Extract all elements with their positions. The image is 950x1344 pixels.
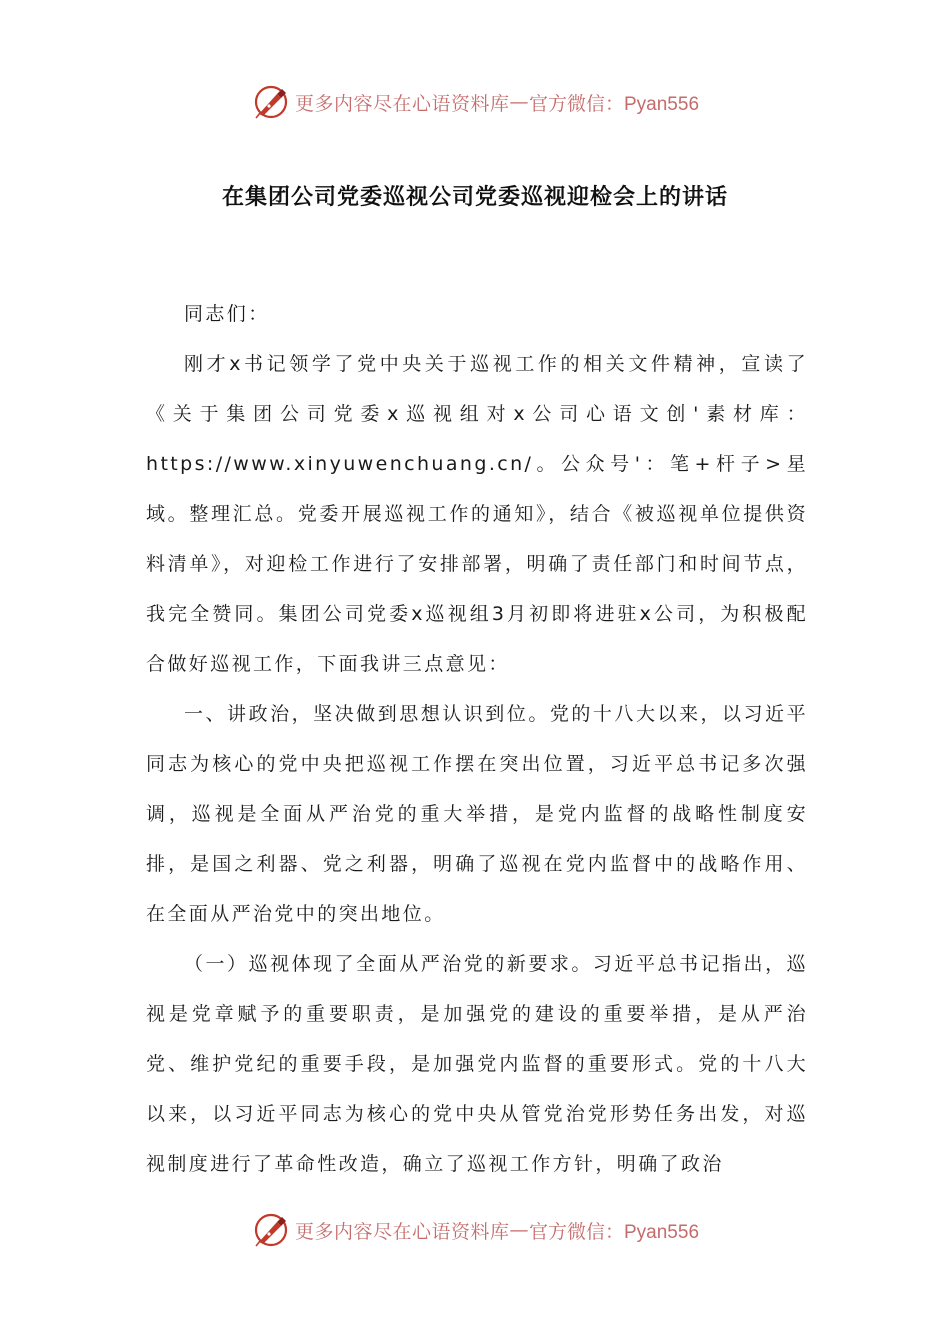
watermark-brand-text: 更多内容尽在心语资料库 xyxy=(294,1220,510,1243)
salutation: 同志们： xyxy=(184,303,270,325)
header-watermark-banner xyxy=(0,80,950,124)
paragraph: （一）巡视体现了全面从严治党的新要求。习近平总书记指出，巡视是党章赋予的重要职责，是加强党的建设的重要举措，是从严治党、维护党纪的重要手段，是加强党内监督的重要形式。党的十八大以来，以习近平同志为核心的党中央从管党治党形势任务出发，对巡视制度进行了革命性改造，确立了巡视工作方针，明确了政治 xyxy=(146,953,808,1175)
document-title: 在集团公司党委巡视公司党委巡视迎检会上的讲话 xyxy=(221,185,728,210)
footer-watermark-banner xyxy=(0,1208,950,1252)
paragraph: 一、讲政治，坚决做到思想认识到位。党的十八大以来，以习近平同志为核心的党中央把巡视工作摆在突出位置，习近平总书记多次强调，巡视是全面从严治党的重大举措，是党内监督的战略性制度安排，是国之利器、党之利器，明确了巡视在党内监督中的战略作用、在全面从严治党中的突出地位。 xyxy=(146,703,808,925)
paragraph: 刚才x书记领学了党中央关于巡视工作的相关文件精神，宣读了《关于集团公司党委x巡视组对x公司心语文创'素材库：https://www.xinyuwenchuang.cn/。公众号'：笔+杆子>星域。整理汇总。党委开展巡视工作的通知》，结合《被巡视单位提供资料清单》，对迎检工作进行了安排部署，明确了责任部门和时间节点，我完全赞同。集团公司党委x巡视组3月初即将进驻x公司，为积极配合做好巡视工作，下面我讲三点意见： xyxy=(146,353,808,675)
watermark-brand-text: 更多内容尽在心语资料库 xyxy=(294,92,510,115)
pen-nib-logo-icon xyxy=(251,1210,291,1250)
document-body xyxy=(146,289,808,1189)
pen-nib-logo-icon xyxy=(251,82,291,122)
watermark-separator: — xyxy=(509,1219,529,1241)
watermark-contact-text: 官方微信：Pyan556 xyxy=(529,1221,700,1243)
watermark-separator: — xyxy=(509,91,529,113)
watermark-contact-text: 官方微信：Pyan556 xyxy=(529,93,700,115)
